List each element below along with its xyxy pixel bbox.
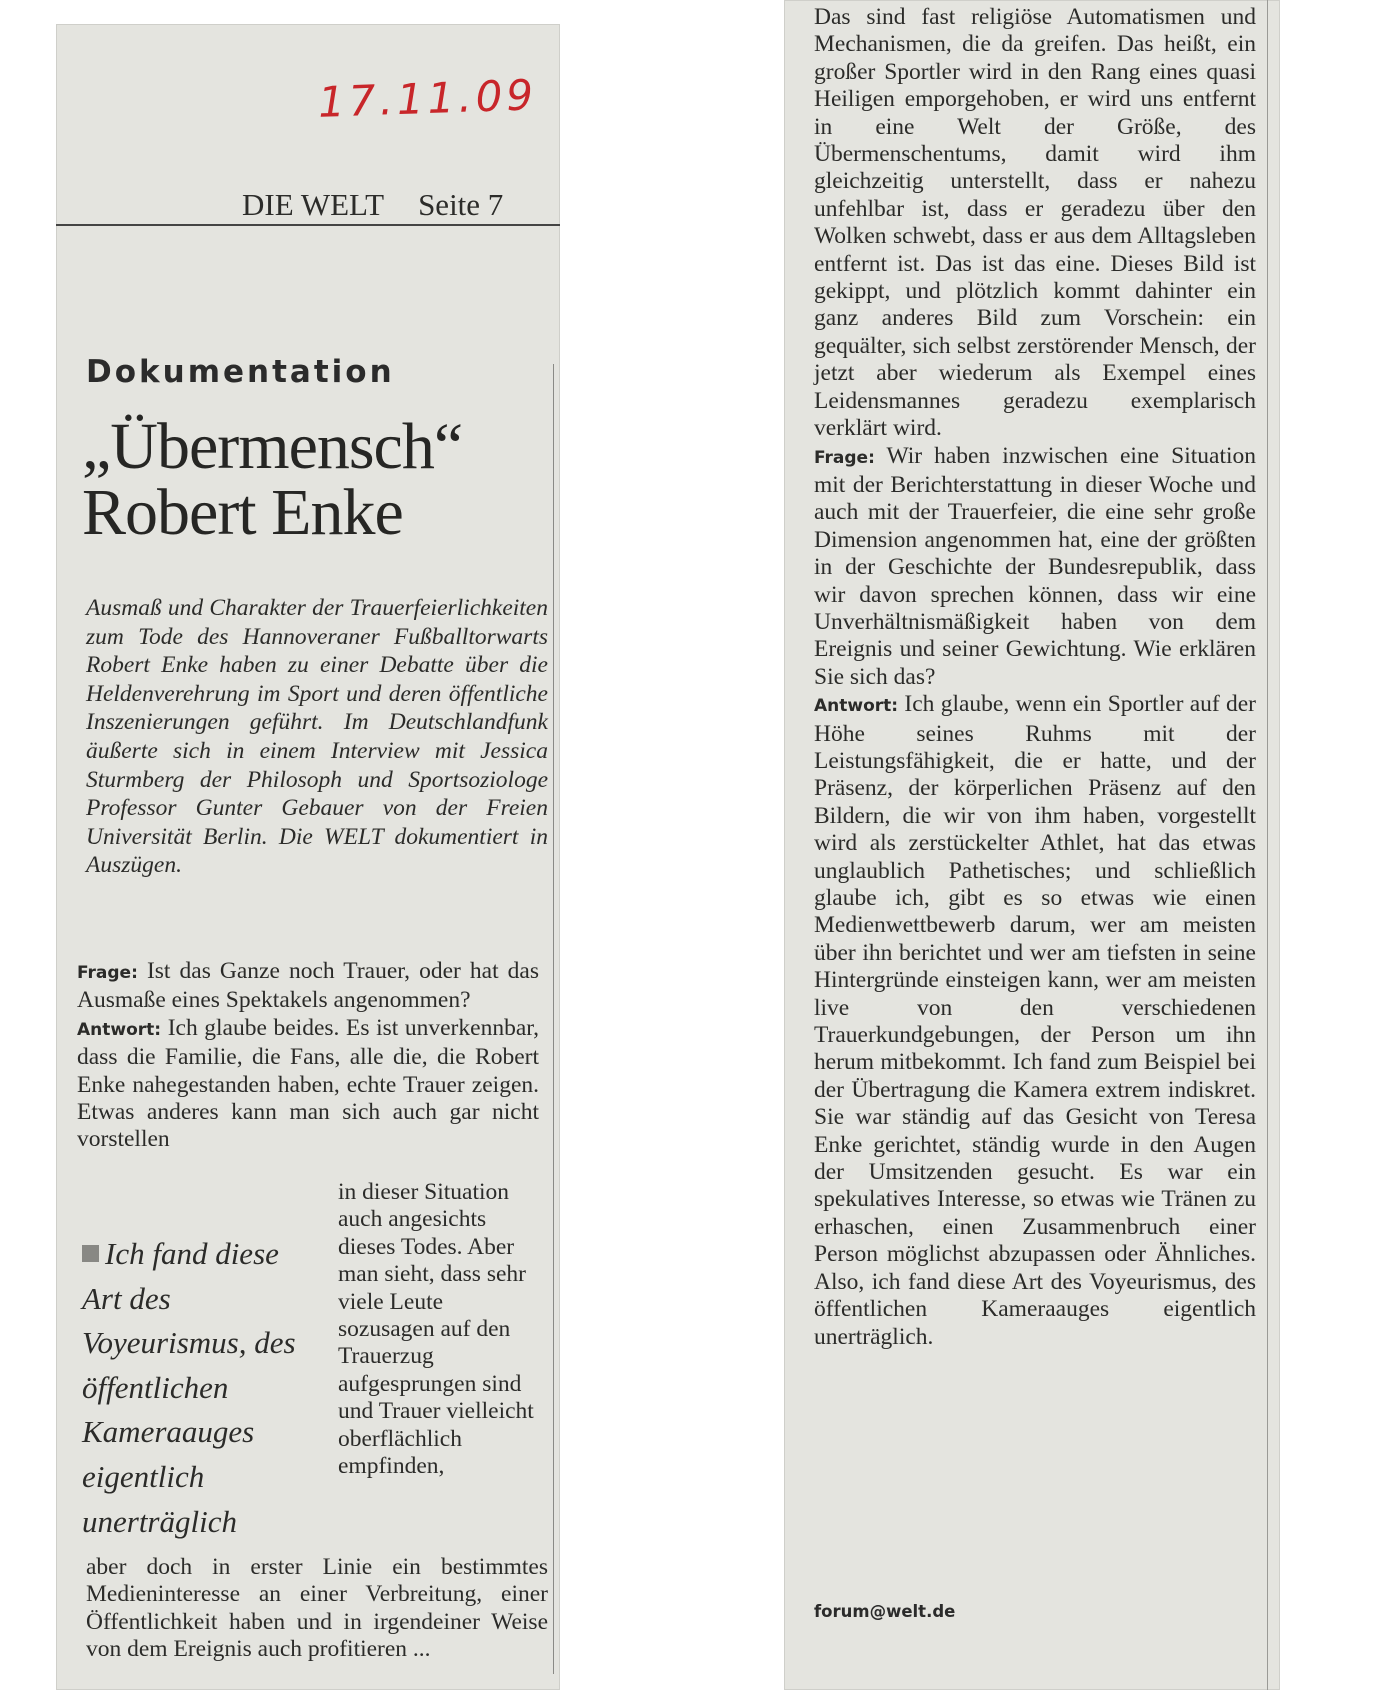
question-1 bbox=[77, 958, 539, 1015]
answer-2 bbox=[814, 691, 1256, 1351]
answer-1-continued: Das sind fast religiöse Automatismen und Mechanismen, die da greifen. Das heißt, ein großer Sportler wird in den Rang eines quasi Heiligen emporgehoben, er wird uns entfernt in eine Welt der Größe, des Übermenschentums, damit wird ihm gleichzeitig unterstellt, dass er nahezu unfehlbar ist, dass er geradezu über den Wolken schwebt, dass er aus dem Alltagsleben entfernt ist. Das ist das eine. Dieses Bild ist gekippt, und plötzlich kommt dahinter ein ganz anderes Bild zum Vorschein: ein gequälter, sich selbst zerstörender Mensch, der jetzt aber wiederum als Exempel eines Leidensmannes geradezu exemplarisch verklärt wird. bbox=[814, 4, 1256, 442]
headline-line-2: Robert Enke bbox=[82, 476, 403, 549]
answer-1 bbox=[77, 1015, 539, 1154]
lead-paragraph: Ausmaß und Charakter der Trauerfeierlichkeiten zum Tode des Hannoveraner Fußballtorwarts Robert Enke haben zu einer Debatte über die Heldenverehrung im Sport und deren öffentliche Inszenierungen geführt. Im Deutschlandfunk äußerte sich in einem Interview mit Jessica Sturmberg der Philosoph und Sportsoziologe Professor Gunter Gebauer von der Freien Universität Berlin. Die WELT dokumentiert in Auszügen. bbox=[86, 595, 548, 879]
column-rule bbox=[553, 364, 554, 1674]
pull-quote-text: Ich fand diese Art des Voyeurismus, des öffentlichen Kameraauges eigentlich unerträglich bbox=[82, 1236, 296, 1539]
square-bullet-icon bbox=[82, 1245, 99, 1262]
newspaper-clipping-right bbox=[784, 0, 1280, 1690]
article-body-continued bbox=[814, 4, 1256, 1351]
answer-1-text: Ich glaube beides. Es ist unverkennbar, dass die Familie, die Fans, alle die, die Robert Enke nahegestanden haben, echte Trauer zeigen. Etwas anderes kann man sich auch gar nicht vorstellen bbox=[77, 1014, 540, 1153]
headline-line-1: „Übermensch“ bbox=[82, 410, 463, 483]
answer-1-bottom: aber doch in erster Linie ein bestimmtes Medieninteresse an einer Verbreitung, einer Öffentlichkeit haben und in irgendeiner Weise von dem Ereignis auch profitieren ... bbox=[86, 1554, 548, 1663]
question-2 bbox=[814, 443, 1256, 692]
pull-quote bbox=[82, 1232, 312, 1544]
column-rule bbox=[1267, 0, 1268, 1690]
answer-1-narrow-column: in dieser Situation auch angesichts dieses Todes. Aber man sieht, dass sehr viele Leute sozusagen auf den Trauerzug aufgesprungen sind und Trauer vielleicht oberflächlich empfinden, bbox=[338, 1179, 534, 1480]
kicker: Dokumentation bbox=[86, 354, 395, 390]
contact-email: forum@welt.de bbox=[814, 1602, 956, 1621]
newspaper-name: DIE WELT bbox=[242, 187, 385, 222]
article-body-top bbox=[77, 958, 539, 1154]
question-label: Frage: bbox=[814, 447, 875, 468]
question-label: Frage: bbox=[77, 963, 138, 983]
newspaper-clipping-left bbox=[56, 24, 560, 1690]
handwritten-date: 17.11.09 bbox=[317, 70, 538, 127]
answer-label: Antwort: bbox=[814, 696, 899, 717]
answer-2-text: Ich glaube, wenn ein Sportler auf der Höhe seines Ruhms mit der Leistungsfähigkeit, die er hatte, und der Präsenz, der körperlichen Präsenz auf den Bildern, die wir von ihm haben, vorgestellt wird als zerstückelter Athlet, hat das etwas unglaublich Pathetisches; und schließlich glaube ich, gibt es so etwas wie einen Medienwettbewerb darum, wer am meisten über ihn berichtet und wer am tiefsten in seine Hintergründe einsteigen kann, wer am meisten live von den verschiedenen Trauerkundgebungen, der Person um ihn herum mitbekommt. Ich fand zum Beispiel bei der Übertragung die Kamera extrem indiskret. Sie war ständig auf das Gesicht von Teresa Enke gerichtet, ständig wurde in den Augen der Umsitzenden gesucht. Es war ein spekulatives Interesse, so etwas wie Tränen zu erhaschen, einen Zusammenbruch einer Person möglichst abzupassen oder Ähnliches. Also, ich fand diese Art des Voyeurismus, des öffentlichen Kameraauges eigentlich unerträglich. bbox=[814, 691, 1256, 1350]
masthead-rule bbox=[56, 224, 560, 226]
answer-label: Antwort: bbox=[77, 1019, 162, 1040]
page-number: Seite 7 bbox=[418, 187, 504, 222]
headline bbox=[82, 410, 552, 549]
question-2-text: Wir haben inzwischen eine Situation mit der Berichterstattung in dieser Woche und auch mit der Trauerfeier, die eine sehr große Dimension angenommen hat, eine der größten in der Geschichte der Bundesrepublik, dass wir davon sprechen können, dass wir eine Unverhältnismäßigkeit haben von dem Ereignis und seiner Gewichtung. Wie erklären Sie sich das? bbox=[814, 442, 1257, 690]
masthead bbox=[242, 187, 552, 223]
question-1-text: Ist das Ganze noch Trauer, oder hat das Ausmaße eines Spektakels angenommen? bbox=[77, 958, 539, 1014]
